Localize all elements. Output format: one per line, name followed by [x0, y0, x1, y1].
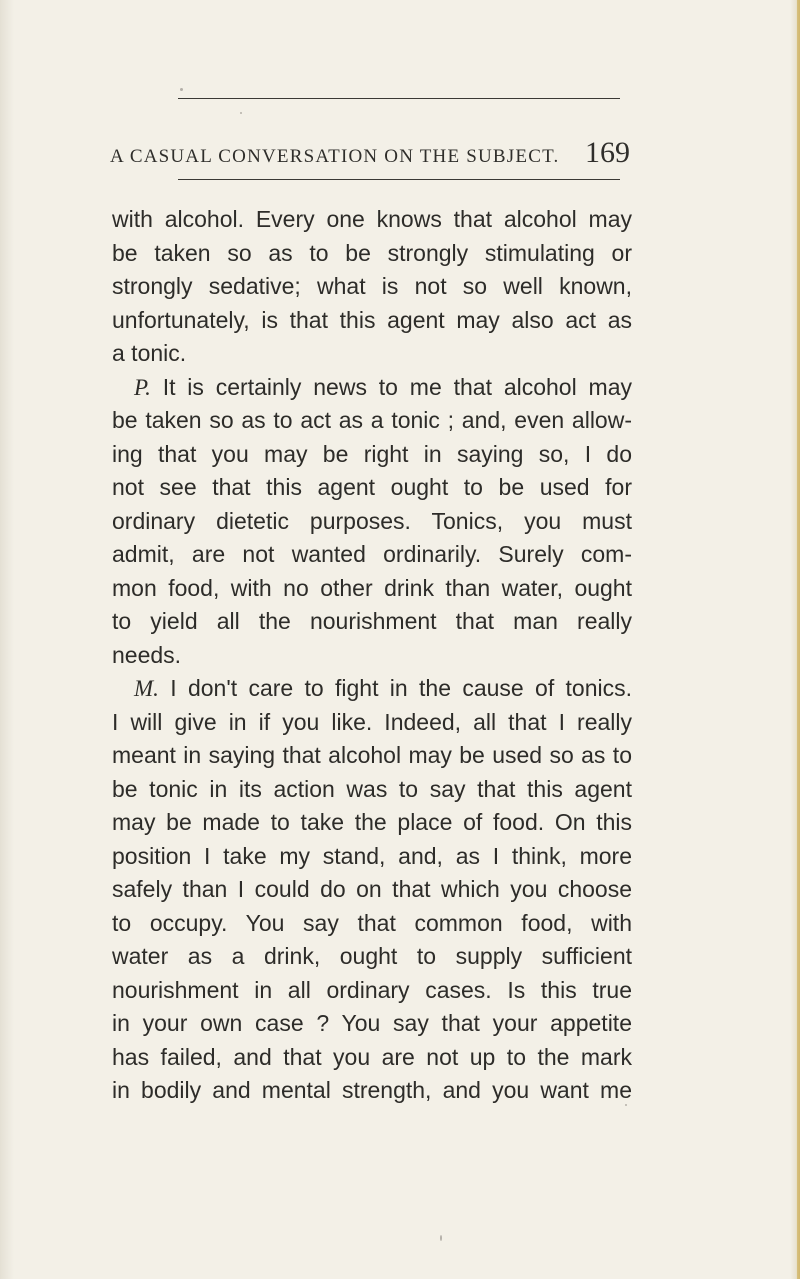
speaker-label-p: P. — [134, 374, 151, 400]
paper-speck — [180, 88, 183, 91]
body-text — [112, 203, 632, 1108]
page-edge — [790, 0, 800, 1279]
text-line: needs. — [112, 641, 182, 668]
header-rule-top — [178, 98, 620, 99]
text-line: to yield all the nourishment that man really — [112, 608, 632, 634]
text-line: strongly sedative; what is not so well known, — [112, 273, 632, 299]
text-line: in your own case ? You say that your appetite — [112, 1010, 632, 1036]
text-line: may be made to take the place of food. On this — [112, 809, 632, 835]
paper-speck — [625, 1104, 627, 1106]
text-line: to occupy. You say that common food, with — [112, 909, 632, 936]
header-rule-bottom — [178, 179, 620, 180]
speaker-label-m: M. — [134, 676, 159, 701]
text-line: position I take my stand, and, as I think, more — [112, 842, 632, 869]
paper-speck — [240, 112, 242, 114]
text-line: water as a drink, ought to supply sufficient — [112, 943, 632, 969]
text-line: has failed, and that you are not up to the mark — [112, 1043, 632, 1070]
text-line: ing that you may be right in saying so, I do — [112, 440, 632, 467]
text-line: in bodily and mental strength, and you want me — [112, 1077, 632, 1103]
text-line: I will give in if you like. Indeed, all that I really — [112, 708, 632, 735]
speaker-line — [112, 672, 632, 706]
text-line: safely than I could do on that which you choose — [112, 876, 632, 902]
text-line: admit, are not wanted ordinarily. Surely com- — [112, 541, 632, 567]
text-line: be taken so as to be strongly stimulating or — [112, 239, 632, 266]
text-line: unfortunately, is that this agent may also act as — [112, 306, 632, 333]
text-line: be tonic in its action was to say that this agent — [112, 775, 632, 802]
text-line: a tonic. — [112, 340, 187, 366]
text-line: meant in saying that alcohol may be used so as to — [112, 742, 632, 768]
speaker-line — [112, 371, 632, 405]
running-title: A CASUAL CONVERSATION ON THE SUBJECT. — [110, 146, 560, 167]
text-line: nourishment in all ordinary cases. Is this true — [112, 976, 632, 1003]
running-head — [110, 136, 630, 170]
text-line: not see that this agent ought to be used for — [112, 474, 632, 500]
text-line: mon food, with no other drink than water, ought — [112, 574, 632, 601]
paper-speck — [440, 1235, 442, 1241]
page-gutter-shadow — [0, 0, 14, 1279]
text-line: be taken so as to act as a tonic ; and, even allow- — [112, 407, 632, 433]
text-line: I don't care to fight in the cause of tonics. — [170, 675, 633, 701]
page-number: 169 — [585, 136, 630, 169]
text-line: with alcohol. Every one knows that alcohol may — [112, 206, 632, 232]
text-line: It is certainly news to me that alcohol may — [162, 373, 632, 400]
text-line: ordinary dietetic purposes. Tonics, you must — [112, 507, 632, 534]
